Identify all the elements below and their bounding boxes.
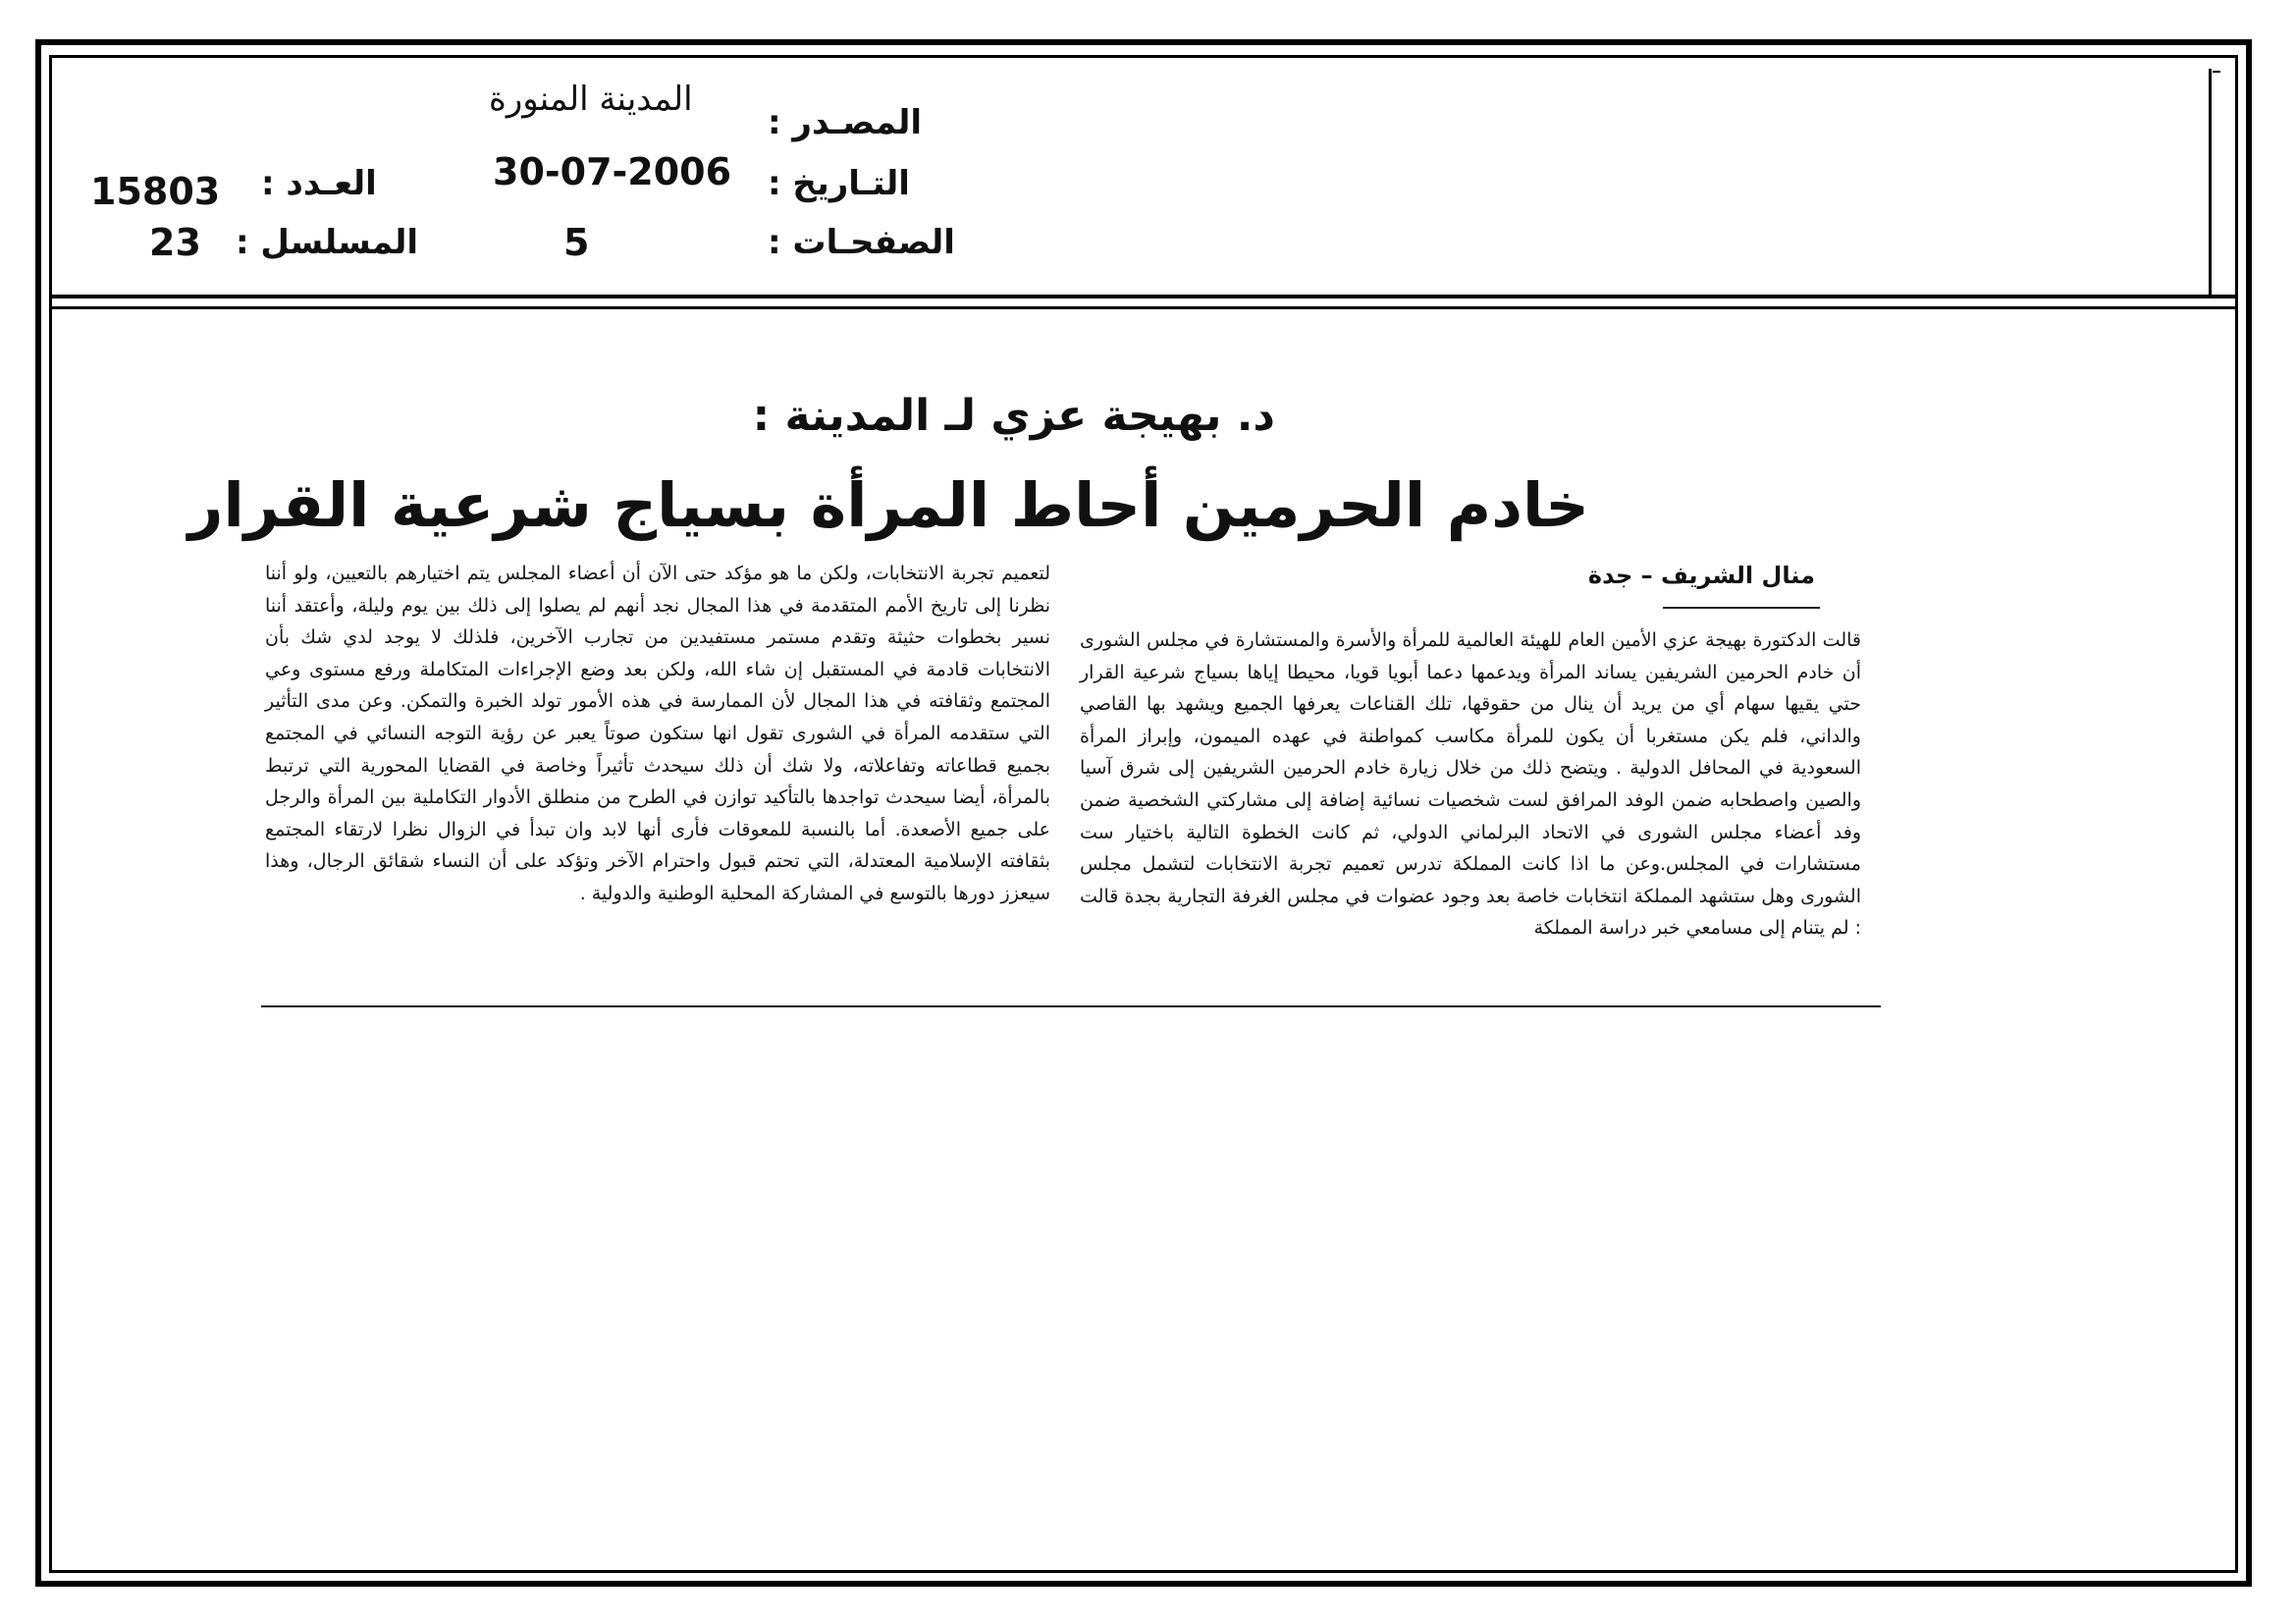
byline-underline: [1663, 607, 1820, 609]
article-byline: منال الشريف – جدة: [1587, 562, 1815, 589]
pages-label: الصفحـات :: [768, 223, 955, 262]
article-headline: خادم الحرمين أحاط المرأة بسياج شرعية القرار: [187, 469, 1589, 541]
issue-value: 15803: [90, 170, 221, 213]
article-column-right: قالت الدكتورة بهيجة عزي الأمين العام للهيئة العالمية للمرأة والأسرة والمستشارة في مجلس الشورى أن خادم الحرمين الشريفين يساند المرأة ويدعمها دعما أبويا قويا، محيطا إياها بسياج شرعية القرار حتي يقيها سهام أي من يريد أن ينال من حقوقها، تلك القناعات يعرفها الجميع ويشهد بها القاصي والداني، فلم يكن مستغربا أن يكون للمرأة مكاسب كمواطنة في عهده الميمون، وإبراز المرأة السعودية في المحافل الدولية . ويتضح ذلك من خلال زيارة خادم الحرمين الشريفين إلى شرق آسيا والصين واصطحابه ضمن الوفد المرافق لست شخصيات نسائية إضافة إلى مشاركتي الشخصية ضمن وفد أعضاء مجلس الشورى في الاتحاد البرلماني الدولي، ثم كانت الخطوة التالية باختيار ست مستشارات في المجلس.وعن ما اذا كانت المملكة تدرس تعميم تجربة الانتخابات لتشمل مجلس الشورى وهل ستشهد المملكة انتخابات خاصة بعد وجود عضوات في مجلس الغرفة التجارية بجدة قالت : لم يتنام إلى مسامعي خبر دراسة المملكة: [1080, 629, 1861, 940]
article-column-left: لتعميم تجربة الانتخابات، ولكن ما هو مؤكد حتى الآن أن أعضاء المجلس يتم اختيارهم بالتعيين، ولو أننا نظرنا إلى تاريخ الأمم المتقدمة في هذا المجال نجد أنهم لم يصلوا إلى ذلك بين يوم وليلة، وأعتقد أننا نسير بخطوات حثيثة وتقدم مستمر مستفيدين من تجارب الآخرين، فلذلك لا يوجد لدي شك بأن الانتخابات قادمة في المستقبل إن شاء الله، ولكن بعد وضع الإجراءات المتكاملة ورفع مستوى وعي المجتمع وثقافته في هذا المجال لأن الممارسة في هذه الأمور تولد الخبرة والتمكن. وعن مدى التأثير التي ستقدمه المرأة في الشورى تقول انها ستكون صوتاً يعبر عن رؤية التوجه النسائي في المجتمع بجميع قطاعاته وتفاعلاته، ولا شك أن ذلك سيحدث تأثيراً وخاصة في القضايا المحورية التي ترتبط بالمرأة، أيضا سيحدث تواجدها بالتأكيد توازن في الطرح من منطلق الأدوار التكاملية بين المرأة والرجل على جميع الأصعدة. أما بالنسبة للمعوقات فأرى أنها لابد وان تبدأ في الزوال نظرا لارتقاء المجتمع بثقافته الإسلامية المعتدلة، التي تحتم قبول واحترام الآخر وتؤكد على أن النساء شقائق الرجال، وهذا سيعزز دورها بالتوسع في المشاركة المحلية الوطنية والدولية .: [265, 563, 1050, 904]
header-divider: [49, 295, 2238, 298]
date-value: 30-07-2006: [493, 150, 732, 193]
serial-value: 23: [149, 221, 201, 264]
date-label: التـاريخ :: [768, 164, 910, 203]
source-value: المدينة المنورة: [489, 80, 693, 119]
article-kicker: د. بهيجة عزي لـ المدينة :: [752, 391, 1275, 441]
issue-label: العـدد :: [261, 164, 377, 203]
header-divider-secondary: [49, 306, 2238, 309]
pages-value: 5: [563, 221, 590, 264]
source-label: المصـدر :: [768, 103, 922, 142]
serial-label: المسلسل :: [236, 223, 419, 262]
corner-mark: [2213, 71, 2220, 73]
header-right-rule: [2209, 69, 2212, 295]
article-bottom-rule: [261, 1005, 1881, 1007]
